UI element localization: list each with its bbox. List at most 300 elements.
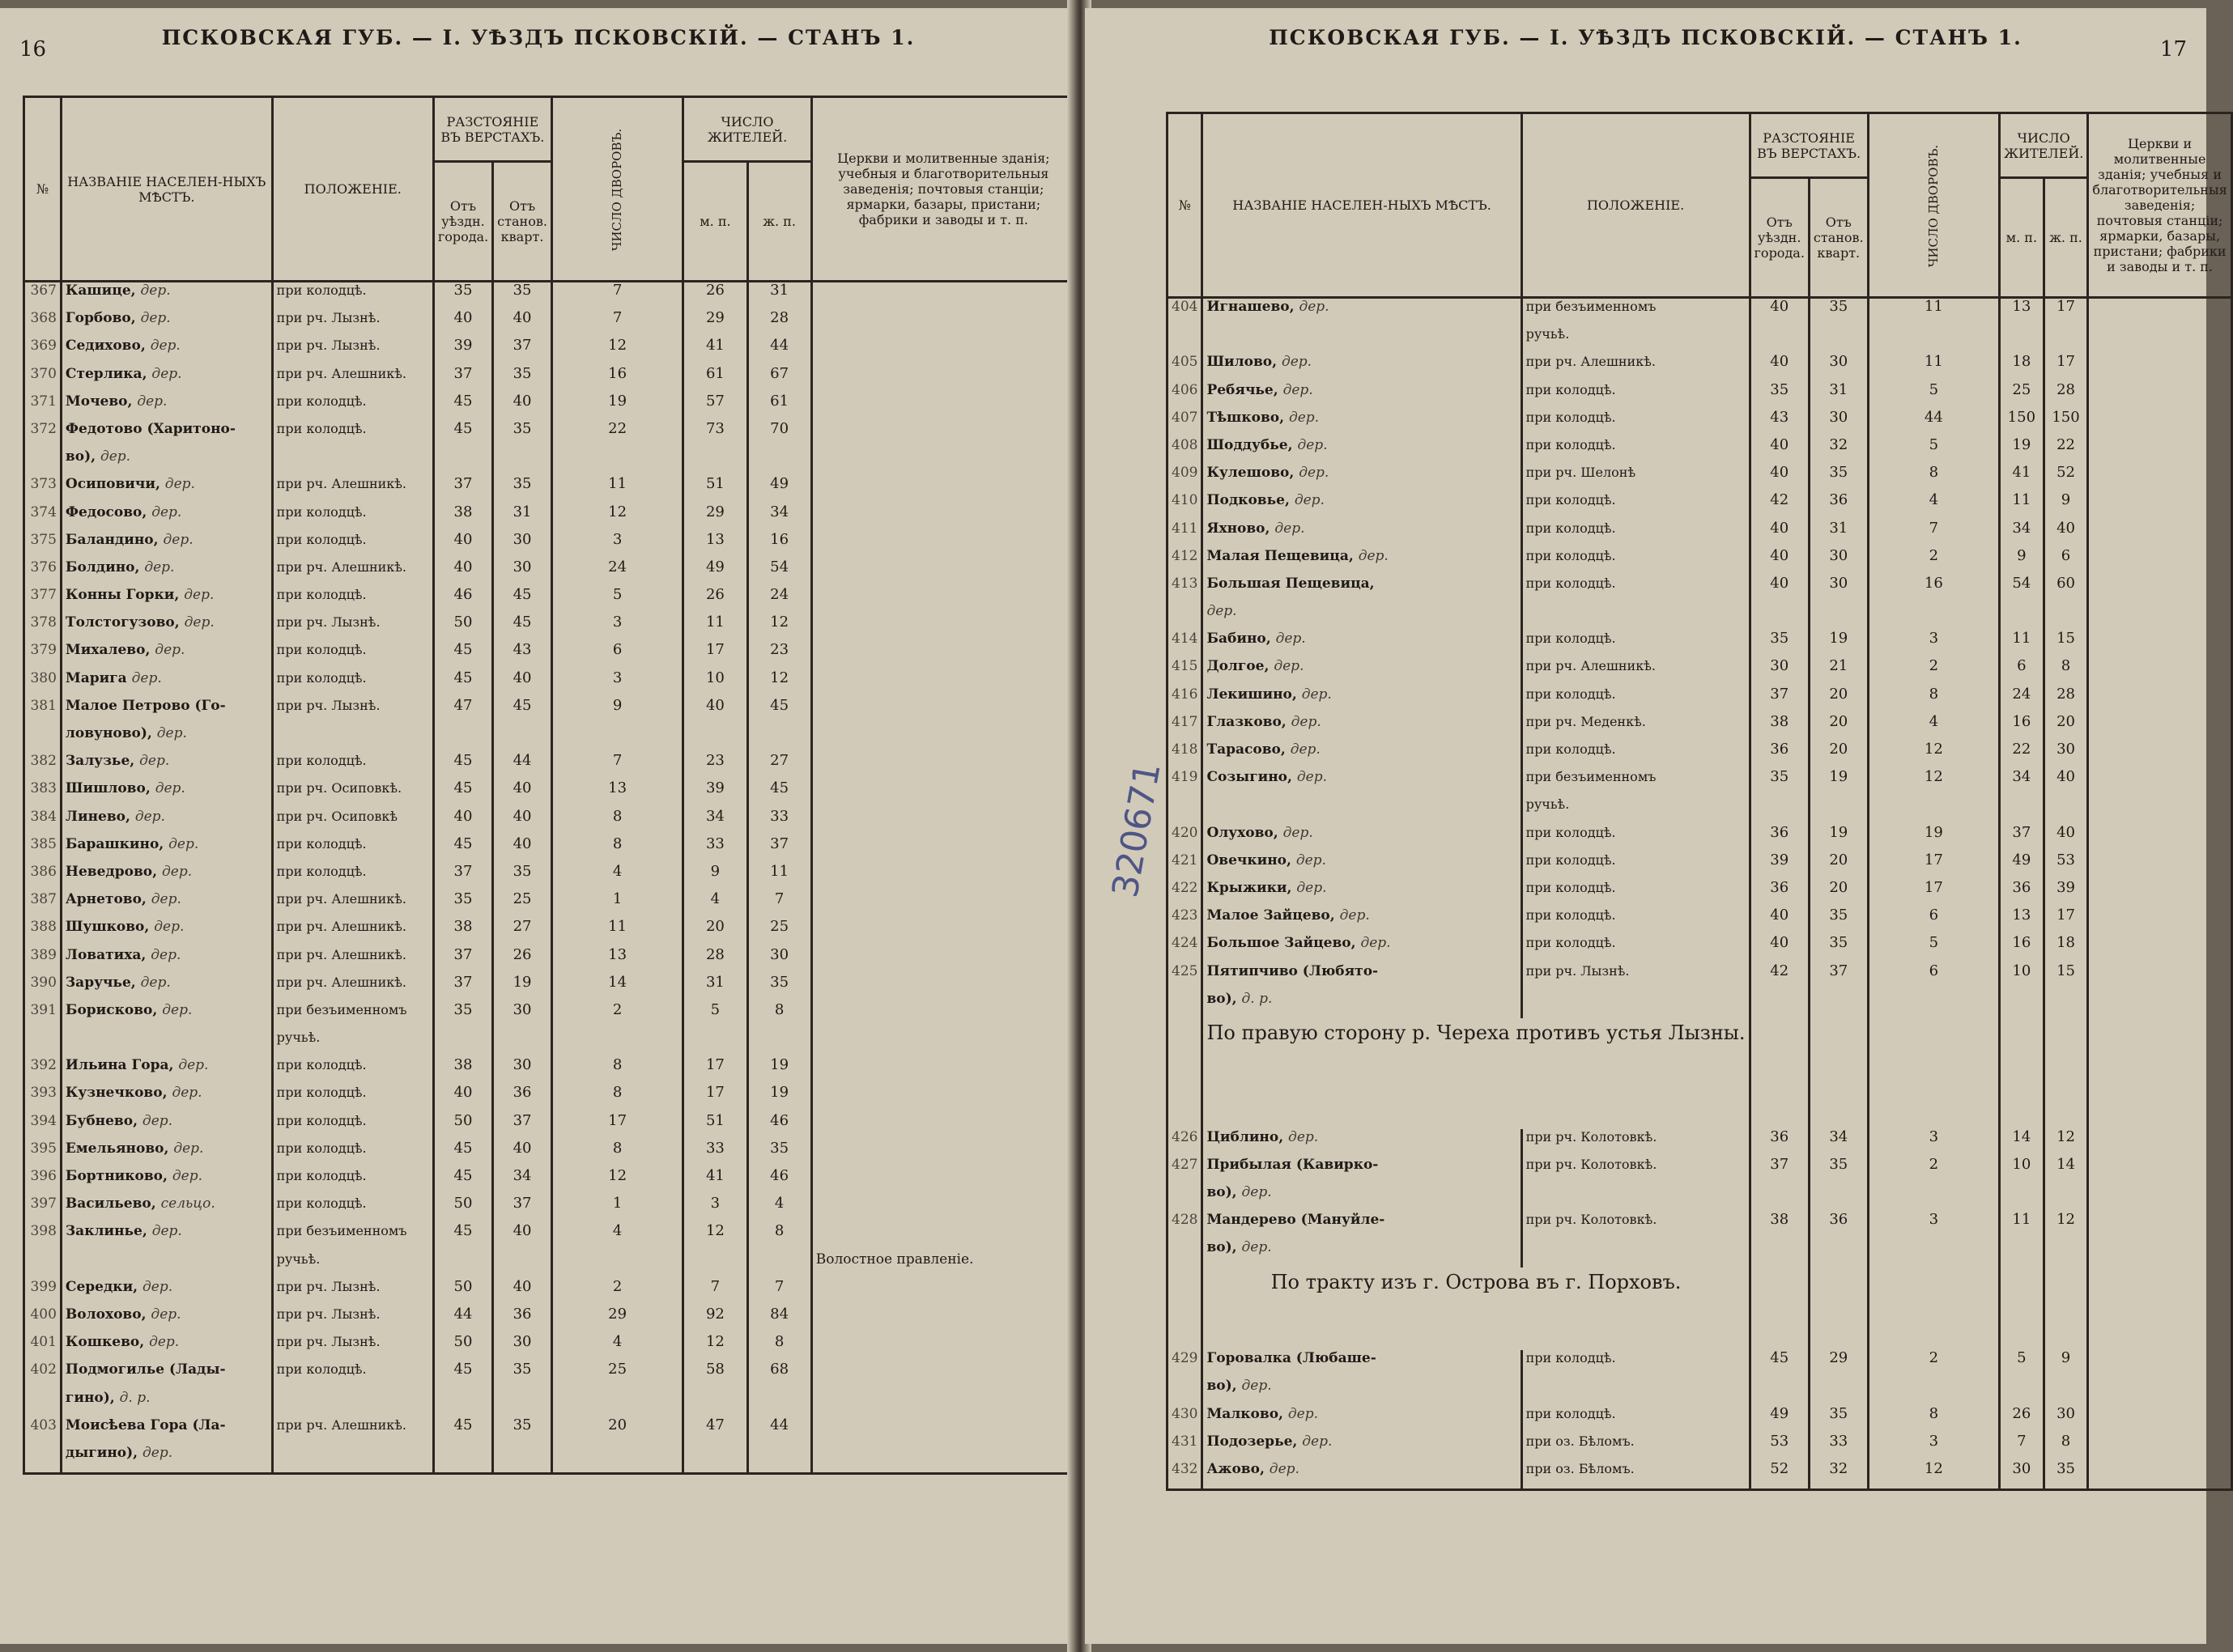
row-number: 410: [1168, 492, 1202, 520]
place-position: при колодцѣ.: [272, 1113, 433, 1140]
header-female: ж. п.: [2044, 178, 2088, 298]
dist-stan: 35: [1809, 1157, 1868, 1184]
row-number: 406: [1168, 382, 1202, 410]
male-count: 29: [683, 310, 747, 338]
notes-cell: [811, 809, 1075, 836]
households: 14: [551, 975, 683, 1002]
households: 4: [551, 1223, 683, 1251]
dist-stan: 40: [493, 1279, 552, 1306]
notes-cell: [811, 725, 1075, 753]
female-count: 52: [2044, 465, 2088, 492]
female-count: [747, 1390, 811, 1417]
dist-stan: 35: [1809, 935, 1868, 962]
female-count: 37: [747, 836, 811, 864]
female-count: [2044, 991, 2088, 1018]
households: 8: [551, 836, 683, 864]
row-number: 373: [24, 476, 62, 503]
place-name: Ильина Гора, дер.: [61, 1057, 272, 1085]
row-number: [1168, 326, 1202, 354]
table-row: [1168, 1433, 2232, 1461]
row-number: 385: [24, 836, 62, 864]
row-number: 424: [1168, 935, 1202, 962]
row-number: 386: [24, 864, 62, 891]
place-name: [1202, 326, 1521, 354]
notes-cell: [811, 753, 1075, 780]
notes-cell: [2088, 741, 2231, 769]
empty-cell: [2000, 1268, 2044, 1351]
dist-town: 40: [433, 1085, 492, 1112]
dist-town: 45: [433, 670, 492, 698]
notes-cell: [811, 642, 1075, 669]
row-number: 408: [1168, 437, 1202, 465]
dist-stan: 30: [1809, 548, 1868, 575]
place-position: [272, 725, 433, 753]
dist-stan: 32: [1809, 437, 1868, 465]
dist-town: 30: [1750, 658, 1809, 686]
place-position: при колодцѣ.: [1521, 631, 1750, 658]
female-count: 40: [2044, 520, 2088, 548]
female-count: 61: [747, 393, 811, 421]
table-row: [24, 1445, 1076, 1474]
dist-town: 47: [433, 698, 492, 725]
dist-stan: 35: [493, 282, 552, 311]
place-position: при колодцѣ.: [272, 1361, 433, 1389]
place-position: при рч. Алешникѣ.: [1521, 354, 1750, 381]
households: 16: [551, 366, 683, 393]
households: 7: [551, 753, 683, 780]
place-name: Малково, дер.: [1202, 1406, 1521, 1433]
female-count: 8: [747, 1002, 811, 1030]
place-position: при рч. Лызнѣ.: [272, 614, 433, 642]
dist-stan: 35: [493, 864, 552, 891]
notes-cell: [2088, 492, 2231, 520]
male-count: 28: [683, 947, 747, 975]
dist-stan: 20: [1809, 852, 1868, 880]
right-page: [1085, 8, 2227, 1644]
households: [551, 725, 683, 753]
table-row: [24, 476, 1076, 503]
header-households: ЧИСЛО ДВОРОВЪ.: [551, 97, 683, 282]
dist-town: 53: [1750, 1433, 1809, 1461]
dist-town: 50: [433, 1113, 492, 1140]
row-number: 368: [24, 310, 62, 338]
male-count: 26: [2000, 1406, 2044, 1433]
table-row: [1168, 410, 2232, 437]
female-count: 150: [2044, 410, 2088, 437]
households: 2: [1868, 548, 1999, 575]
place-name: гино), д. р.: [61, 1390, 272, 1417]
header-households: ЧИСЛО ДВОРОВЪ.: [1868, 113, 1999, 298]
page-number: 17: [2159, 37, 2187, 62]
dist-town: [433, 1030, 492, 1057]
households: 20: [551, 1417, 683, 1445]
dist-town: 45: [1750, 1350, 1809, 1378]
empty-cell: [1809, 1018, 1868, 1129]
dist-town: 35: [1750, 382, 1809, 410]
dist-town: 40: [1750, 575, 1809, 603]
table-row: [1168, 825, 2232, 852]
notes-cell: [2088, 631, 2231, 658]
households: 5: [1868, 935, 1999, 962]
dist-town: 45: [433, 753, 492, 780]
dist-town: 50: [433, 1279, 492, 1306]
place-name: Середки, дер.: [61, 1279, 272, 1306]
place-position: при рч. Алешникѣ.: [272, 559, 433, 587]
row-number: 396: [24, 1168, 62, 1195]
female-count: 44: [747, 338, 811, 365]
female-count: 28: [2044, 686, 2088, 714]
dist-stan: 37: [493, 338, 552, 365]
place-name: Глазково, дер.: [1202, 714, 1521, 741]
table-row: [24, 780, 1076, 808]
table-row: [1168, 1212, 2232, 1239]
dist-stan: 31: [1809, 520, 1868, 548]
notes-cell: [811, 919, 1075, 946]
male-count: [2000, 1378, 2044, 1405]
female-count: 45: [747, 780, 811, 808]
place-name: Стерлика, дер.: [61, 366, 272, 393]
dist-stan: [1809, 326, 1868, 354]
households: 8: [1868, 1406, 1999, 1433]
notes-cell: [2088, 298, 2231, 327]
table-row: [1168, 935, 2232, 962]
dist-town: 45: [433, 1361, 492, 1389]
households: 6: [1868, 963, 1999, 991]
table-row: [24, 587, 1076, 614]
place-position: при колодцѣ.: [272, 753, 433, 780]
place-name: Яхново, дер.: [1202, 520, 1521, 548]
households: [1868, 1239, 1999, 1267]
table-row: [24, 1361, 1076, 1389]
male-count: 40: [683, 698, 747, 725]
households: 12: [551, 504, 683, 532]
dist-town: 36: [1750, 1129, 1809, 1157]
female-count: 20: [2044, 714, 2088, 741]
notes-cell: [2088, 1129, 2231, 1157]
notes-cell: [2088, 1461, 2231, 1490]
row-number: 411: [1168, 520, 1202, 548]
row-number: 374: [24, 504, 62, 532]
dist-stan: 45: [493, 587, 552, 614]
dist-stan: 40: [493, 780, 552, 808]
dist-town: 50: [433, 1195, 492, 1223]
dist-stan: [493, 1390, 552, 1417]
row-number: 381: [24, 698, 62, 725]
census-table: [23, 96, 1077, 1475]
male-count: 39: [683, 780, 747, 808]
place-position: при колодцѣ.: [1521, 382, 1750, 410]
dist-stan: [1809, 1239, 1868, 1267]
female-count: 84: [747, 1306, 811, 1334]
dist-stan: 34: [1809, 1129, 1868, 1157]
dist-town: 45: [433, 1168, 492, 1195]
female-count: 22: [2044, 437, 2088, 465]
households: 8: [551, 809, 683, 836]
male-count: 51: [683, 476, 747, 503]
female-count: [747, 725, 811, 753]
notes-cell: [2088, 603, 2231, 631]
place-name: Созыгино, дер.: [1202, 769, 1521, 796]
male-count: 34: [683, 809, 747, 836]
notes-cell: [811, 1306, 1075, 1334]
empty-cell: [2044, 1268, 2088, 1351]
table-row: [1168, 1157, 2232, 1184]
dist-town: 45: [433, 642, 492, 669]
row-number: 405: [1168, 354, 1202, 381]
place-name: Шишлово, дер.: [61, 780, 272, 808]
male-count: 7: [2000, 1433, 2044, 1461]
row-number: 415: [1168, 658, 1202, 686]
dist-stan: 30: [493, 1057, 552, 1085]
female-count: 18: [2044, 935, 2088, 962]
place-name: Малое Петрово (Го-: [61, 698, 272, 725]
table-row: [24, 975, 1076, 1002]
place-position: при колодцѣ.: [1521, 852, 1750, 880]
row-number: 417: [1168, 714, 1202, 741]
place-position: при колодцѣ.: [1521, 1350, 1750, 1378]
empty-cell: [2000, 1018, 2044, 1129]
place-position: при колодцѣ.: [1521, 907, 1750, 935]
dist-town: 37: [433, 864, 492, 891]
dist-town: 44: [433, 1306, 492, 1334]
male-count: 61: [683, 366, 747, 393]
households: 8: [551, 1057, 683, 1085]
place-name: Кузнечково, дер.: [61, 1085, 272, 1112]
place-position: при рч. Алешникѣ.: [272, 1417, 433, 1445]
households: 13: [551, 780, 683, 808]
place-name: Большое Зайцево, дер.: [1202, 935, 1521, 962]
header-distance: РАЗСТОЯНІЕ ВЪ ВЕРСТАХЪ.: [433, 97, 551, 162]
place-name: Малая Пещевица, дер.: [1202, 548, 1521, 575]
male-count: 92: [683, 1306, 747, 1334]
row-number: 376: [24, 559, 62, 587]
place-position: при рч. Колотовкѣ.: [1521, 1157, 1750, 1184]
male-count: 34: [2000, 769, 2044, 796]
notes-cell: [2088, 1157, 2231, 1184]
row-number: [24, 725, 62, 753]
place-name: Ребячье, дер.: [1202, 382, 1521, 410]
notes-cell: [811, 1057, 1075, 1085]
place-name: Тѣшково, дер.: [1202, 410, 1521, 437]
dist-town: 36: [1750, 880, 1809, 907]
census-table-wrap: [1166, 112, 2233, 1491]
row-number: [1168, 1268, 1202, 1351]
table-row: [24, 1140, 1076, 1168]
households: 4: [1868, 492, 1999, 520]
households: 2: [1868, 1157, 1999, 1184]
households: [551, 1390, 683, 1417]
dist-town: 40: [1750, 354, 1809, 381]
dist-stan: 35: [1809, 1406, 1868, 1433]
table-row: [1168, 880, 2232, 907]
empty-cell: [2088, 1018, 2231, 1129]
place-position: при колодцѣ.: [1521, 548, 1750, 575]
place-position: при безъименномъ: [272, 1002, 433, 1030]
male-count: 13: [2000, 298, 2044, 327]
households: 1: [551, 1195, 683, 1223]
dist-town: [433, 1251, 492, 1279]
place-position: при рч. Лызнѣ.: [272, 338, 433, 365]
households: 12: [1868, 1461, 1999, 1490]
place-position: при колодцѣ.: [272, 421, 433, 448]
households: 11: [551, 919, 683, 946]
header-dist-town: Отъ уѣздн. города.: [433, 162, 492, 282]
dist-town: [1750, 326, 1809, 354]
place-position: при колодцѣ.: [272, 532, 433, 559]
table-row: [1168, 1378, 2232, 1405]
place-position: [272, 1445, 433, 1474]
place-position: при колодцѣ.: [272, 1057, 433, 1085]
dist-town: [433, 448, 492, 476]
table-row: [24, 1030, 1076, 1057]
female-count: 9: [2044, 492, 2088, 520]
table-row: [1168, 354, 2232, 381]
households: 17: [1868, 880, 1999, 907]
female-count: 19: [747, 1057, 811, 1085]
place-position: при колодцѣ.: [1521, 825, 1750, 852]
dist-stan: 19: [493, 975, 552, 1002]
row-number: [24, 1445, 62, 1474]
row-number: 409: [1168, 465, 1202, 492]
female-count: 8: [2044, 1433, 2088, 1461]
section-heading: По правую сторону р. Череха противъ устья Лызны.: [1202, 1018, 1750, 1129]
notes-cell: [811, 1113, 1075, 1140]
place-position: при колодцѣ.: [1521, 686, 1750, 714]
header-no: №: [1168, 113, 1202, 298]
table-row: [24, 504, 1076, 532]
row-number: 404: [1168, 298, 1202, 327]
female-count: 23: [747, 642, 811, 669]
notes-cell: [811, 1140, 1075, 1168]
male-count: 11: [2000, 1212, 2044, 1239]
male-count: 58: [683, 1361, 747, 1389]
dist-town: 35: [1750, 769, 1809, 796]
male-count: [683, 1030, 747, 1057]
place-position: ручьѣ.: [1521, 326, 1750, 354]
notes-cell: [2088, 548, 2231, 575]
row-number: 372: [24, 421, 62, 448]
row-number: 414: [1168, 631, 1202, 658]
female-count: 46: [747, 1168, 811, 1195]
female-count: 24: [747, 587, 811, 614]
female-count: [2044, 1239, 2088, 1267]
notes-cell: [2088, 769, 2231, 796]
male-count: 17: [683, 642, 747, 669]
households: 3: [1868, 1212, 1999, 1239]
households: [551, 1030, 683, 1057]
place-name: Большая Пещевица,: [1202, 575, 1521, 603]
row-number: [1168, 1239, 1202, 1267]
dist-town: 38: [433, 504, 492, 532]
dist-town: 49: [1750, 1406, 1809, 1433]
households: 25: [551, 1361, 683, 1389]
empty-cell: [2088, 1268, 2231, 1351]
row-number: 429: [1168, 1350, 1202, 1378]
row-number: 430: [1168, 1406, 1202, 1433]
households: [1868, 991, 1999, 1018]
households: 8: [1868, 686, 1999, 714]
households: 19: [1868, 825, 1999, 852]
male-count: 36: [2000, 880, 2044, 907]
row-number: 407: [1168, 410, 1202, 437]
female-count: [2044, 1378, 2088, 1405]
place-name: Моисѣева Гора (Ла-: [61, 1417, 272, 1445]
households: 8: [551, 1085, 683, 1112]
dist-stan: 40: [493, 1140, 552, 1168]
dist-town: 37: [433, 975, 492, 1002]
table-row: [1168, 548, 2232, 575]
female-count: [2044, 1184, 2088, 1212]
running-head: ПСКОВСКАЯ ГУБ. — I. УѢЗДЪ ПСКОВСКІЙ. — СТАНЪ 1.: [161, 26, 916, 49]
place-position: при рч. Алешникѣ.: [272, 891, 433, 919]
female-count: 34: [747, 504, 811, 532]
dist-town: 38: [433, 919, 492, 946]
households: 29: [551, 1306, 683, 1334]
notes-cell: [811, 1085, 1075, 1112]
female-count: 67: [747, 366, 811, 393]
male-count: 4: [683, 891, 747, 919]
empty-cell: [1750, 1018, 1809, 1129]
table-row: [24, 421, 1076, 448]
male-count: 11: [683, 614, 747, 642]
left-page: [0, 8, 1077, 1644]
table-row: [1168, 796, 2232, 824]
households: 17: [1868, 852, 1999, 880]
notes-cell: [811, 1334, 1075, 1361]
notes-cell: [811, 614, 1075, 642]
row-number: 392: [24, 1057, 62, 1085]
place-name: Шоддубье, дер.: [1202, 437, 1521, 465]
male-count: 5: [683, 1002, 747, 1030]
place-name: Федотово (Харитоно-: [61, 421, 272, 448]
female-count: 7: [747, 891, 811, 919]
table-row: [24, 1085, 1076, 1112]
dist-town: 40: [1750, 907, 1809, 935]
place-name: Кулешово, дер.: [1202, 465, 1521, 492]
place-position: при оз. Бѣломъ.: [1521, 1461, 1750, 1490]
row-number: 379: [24, 642, 62, 669]
notes-cell: [2088, 326, 2231, 354]
row-number: 389: [24, 947, 62, 975]
row-number: 395: [24, 1140, 62, 1168]
female-count: 40: [2044, 769, 2088, 796]
dist-stan: 19: [1809, 825, 1868, 852]
table-row: [1168, 631, 2232, 658]
place-position: при рч. Алешникѣ.: [272, 947, 433, 975]
male-count: 73: [683, 421, 747, 448]
households: 22: [551, 421, 683, 448]
section-heading: По тракту изъ г. Острова въ г. Порховъ.: [1202, 1268, 1750, 1351]
dist-stan: 20: [1809, 880, 1868, 907]
notes-cell: [811, 780, 1075, 808]
households: 5: [1868, 382, 1999, 410]
table-row: [1168, 326, 2232, 354]
dist-stan: 30: [1809, 354, 1868, 381]
households: 4: [551, 864, 683, 891]
notes-cell: [2088, 575, 2231, 603]
notes-cell: [2088, 1350, 2231, 1378]
row-number: 387: [24, 891, 62, 919]
place-name: Горбово, дер.: [61, 310, 272, 338]
male-count: [683, 1445, 747, 1474]
place-name: Заручье, дер.: [61, 975, 272, 1002]
table-row: [24, 947, 1076, 975]
place-position: [272, 1390, 433, 1417]
dist-stan: 40: [493, 1223, 552, 1251]
table-row: [1168, 686, 2232, 714]
female-count: 15: [2044, 631, 2088, 658]
place-name: Линево, дер.: [61, 809, 272, 836]
